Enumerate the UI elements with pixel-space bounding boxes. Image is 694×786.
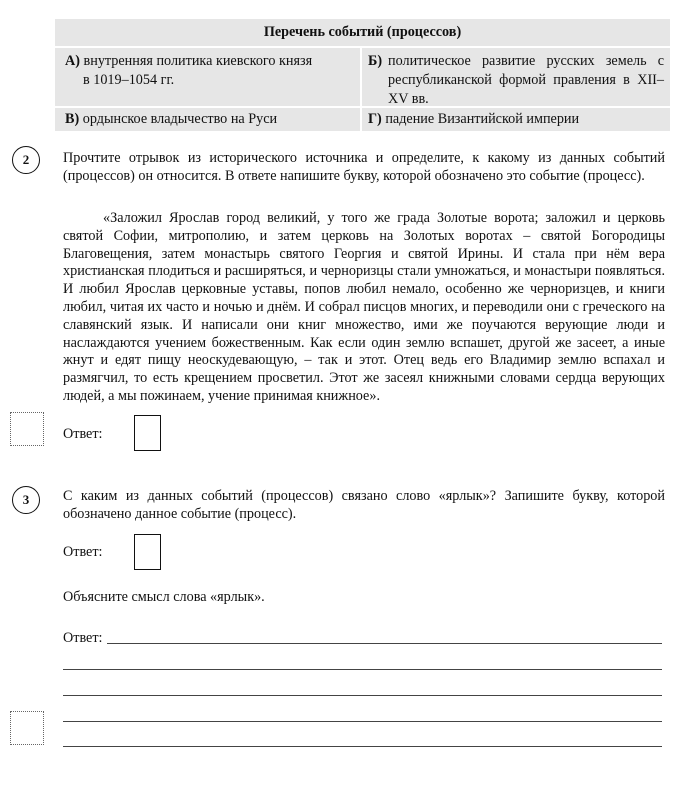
answer-box-q3[interactable] — [134, 534, 161, 570]
event-text-cont: в 1019–1054 гг. — [83, 72, 175, 88]
table-divider — [55, 46, 670, 48]
answer-line[interactable] — [63, 746, 662, 747]
question-number-3: 3 — [12, 486, 40, 514]
event-item-b — [368, 52, 664, 109]
event-letter: В) — [65, 111, 80, 127]
explain-prompt: Объясните смысл слова «ярлык». — [63, 589, 265, 605]
event-letter: Г) — [368, 111, 382, 127]
event-text: падение Византийской империи — [385, 111, 580, 127]
answer-line[interactable] — [107, 643, 662, 644]
answer-label-3: Ответ: — [63, 544, 103, 560]
event-text: внутренняя политика киевского князя — [83, 53, 313, 69]
event-letter: Б) — [368, 53, 383, 69]
event-text: ордынское владычество на Руси — [82, 111, 278, 127]
event-text: политическое развитие русских земель с республиканской формой правления в XII–XV вв. — [388, 53, 664, 107]
answer-line[interactable] — [63, 721, 662, 722]
events-table — [55, 19, 670, 131]
score-box — [10, 711, 44, 745]
answer-line[interactable] — [63, 669, 662, 670]
question-3-prompt: С каким из данных событий (процессов) связано слово «ярлык»? Запишите букву, которой обозначено данное событие (процесс). — [63, 488, 665, 522]
table-column-divider — [360, 48, 362, 131]
question-number-2: 2 — [12, 146, 40, 174]
events-table-title: Перечень событий (процессов) — [263, 24, 462, 40]
event-letter: А) — [65, 53, 80, 69]
answer-box-q2[interactable] — [134, 415, 161, 451]
answer-label-explain: Ответ: — [63, 630, 103, 646]
score-box — [10, 412, 44, 446]
source-quote: «Заложил Ярослав город великий, у того же града Золотые ворота; заложил и церковь святой Софии, митрополию, и затем церковь на Золотых воротах – святой Богородицы Благовещения, затем монастырь святого Георгия и святой Ирины. И стала при нём вера христианская плодиться и расширяться, и черноризцы стали умножаться, и монастыри появляться. И любил Ярослав церковные уставы, попов любил немало, особенно же черноризцев, и книги любил, читая их часто и ночью и днём. И собрал писцов многих, и переводили они с греческого на славянский язык. И написали они книг множество, ими же поучаются верующие люди и наслаждаются учением божественным. Как если один землю вспашет, другой же засеет, а иные жнут и едят пищу неоскудевающую, – так и этот. Отец ведь его Владимир землю вспахал и размягчил, то есть крещением просветил. Этот же засеял книжными словами сердца верующих людей, а мы пожинаем, учение принимая книжное». — [63, 210, 665, 404]
answer-label-2: Ответ: — [63, 426, 103, 442]
question-2-prompt: Прочтите отрывок из исторического источника и определите, к какому из данных событий (процессов) он относится. В ответе напишите букву, которой обозначено это событие (процесс). — [63, 150, 665, 184]
event-item-g — [368, 110, 664, 129]
event-item-a — [65, 52, 350, 90]
event-item-v — [65, 110, 350, 129]
answer-line[interactable] — [63, 695, 662, 696]
